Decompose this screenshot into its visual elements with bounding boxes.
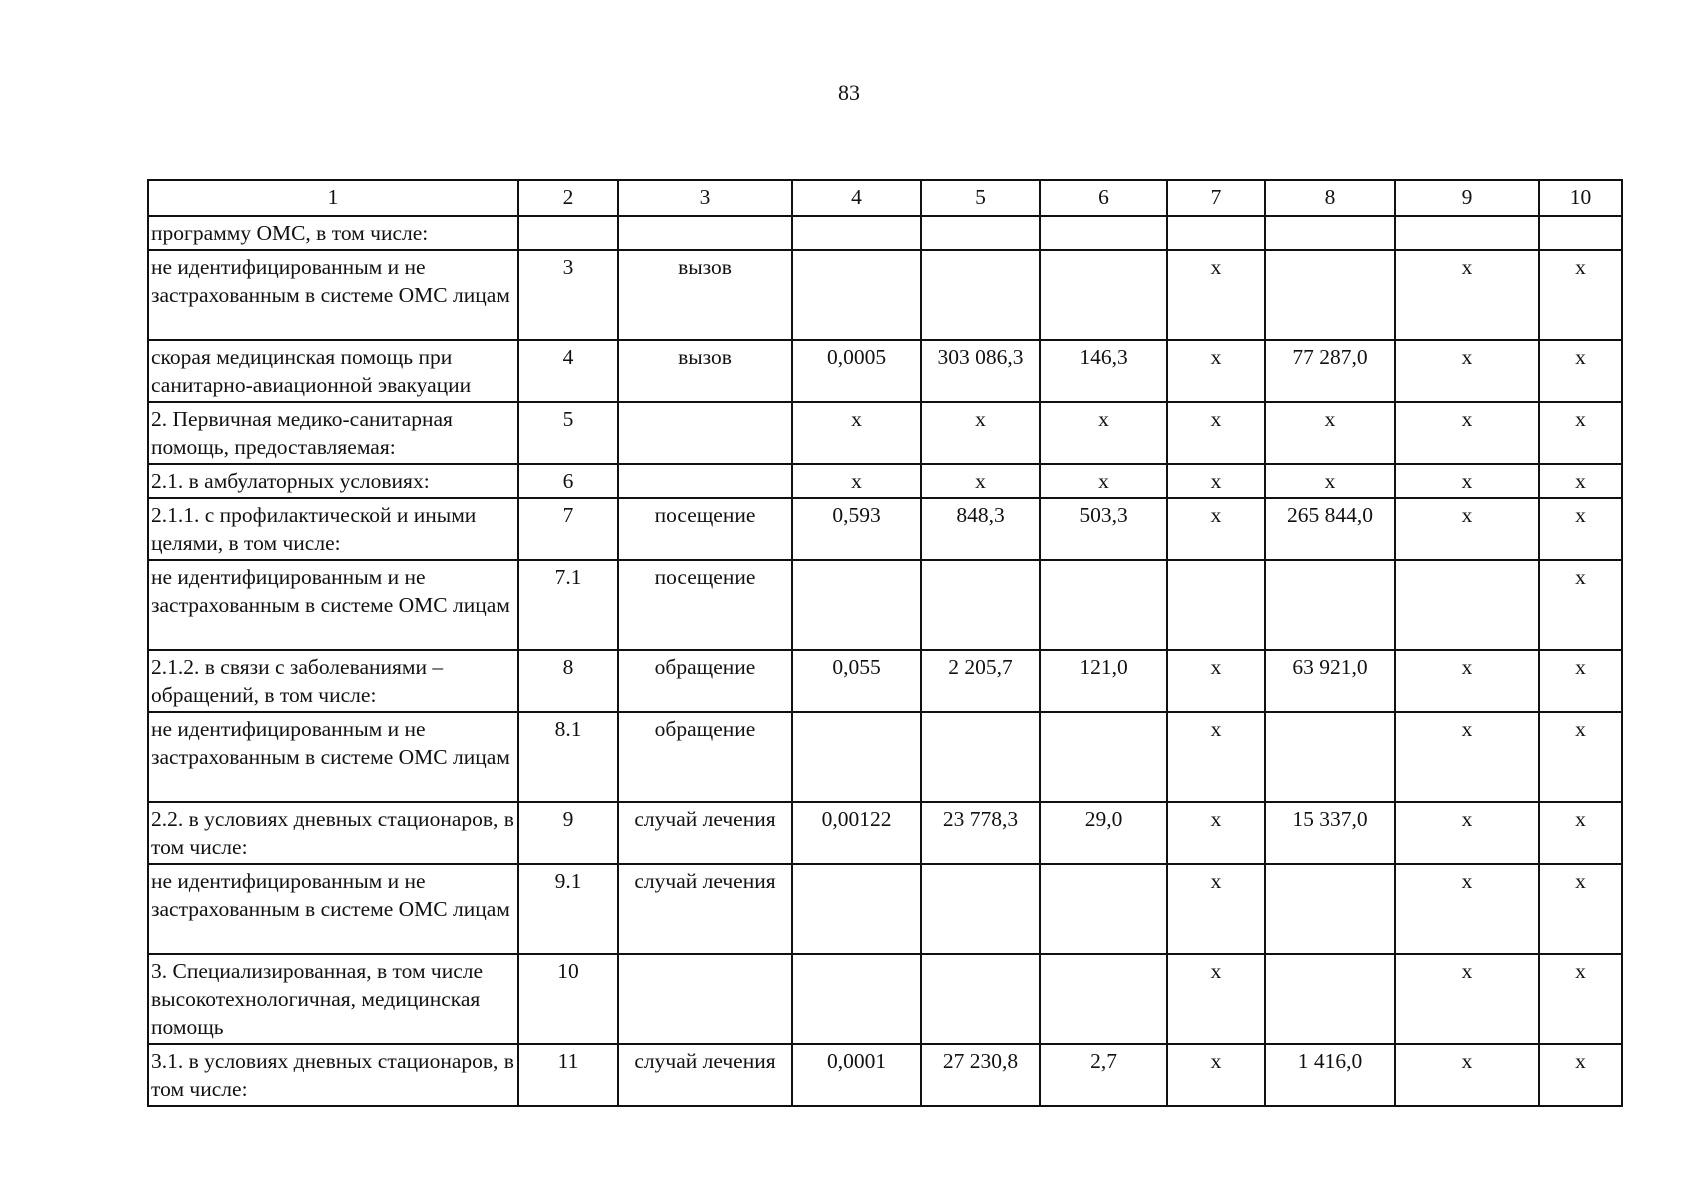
unit-cell: [618, 954, 792, 1044]
value-cell: [1040, 712, 1167, 802]
value-cell: [921, 864, 1040, 954]
value-cell: [792, 954, 921, 1044]
value-cell: 29,0: [1040, 802, 1167, 864]
value-cell: [1265, 216, 1395, 250]
value-cell: х: [1539, 340, 1622, 402]
value-cell: [1040, 216, 1167, 250]
value-cell: 23 778,3: [921, 802, 1040, 864]
unit-cell: вызов: [618, 250, 792, 340]
value-cell: [1265, 560, 1395, 650]
column-header: 4: [792, 180, 921, 216]
value-cell: х: [1539, 498, 1622, 560]
table-row: [148, 464, 1622, 498]
row-number-cell: 4: [518, 340, 618, 402]
value-cell: [1040, 250, 1167, 340]
value-cell: 503,3: [1040, 498, 1167, 560]
value-cell: [1167, 560, 1265, 650]
row-name-cell: не идентифицированным и не застрахованным в системе ОМС лицам: [148, 560, 518, 650]
value-cell: х: [1265, 402, 1395, 464]
value-cell: х: [921, 402, 1040, 464]
value-cell: [1265, 250, 1395, 340]
value-cell: х: [1167, 498, 1265, 560]
value-cell: [921, 250, 1040, 340]
value-cell: 1 416,0: [1265, 1044, 1395, 1106]
value-cell: х: [1167, 340, 1265, 402]
unit-cell: случай лечения: [618, 802, 792, 864]
value-cell: 146,3: [1040, 340, 1167, 402]
value-cell: 15 337,0: [1265, 802, 1395, 864]
value-cell: 63 921,0: [1265, 650, 1395, 712]
value-cell: х: [1167, 802, 1265, 864]
row-name-cell: скорая медицинская помощь при санитарно-авиационной эвакуации: [148, 340, 518, 402]
value-cell: [792, 560, 921, 650]
column-header: 3: [618, 180, 792, 216]
value-cell: х: [1539, 250, 1622, 340]
row-number-cell: 9: [518, 802, 618, 864]
table-row: [148, 864, 1622, 954]
value-cell: х: [1167, 1044, 1265, 1106]
table-row: [148, 250, 1622, 340]
row-name-cell: не идентифицированным и не застрахованным в системе ОМС лицам: [148, 864, 518, 954]
table-row: [148, 402, 1622, 464]
value-cell: 848,3: [921, 498, 1040, 560]
row-number-cell: 9.1: [518, 864, 618, 954]
table-row: [148, 802, 1622, 864]
column-header: 6: [1040, 180, 1167, 216]
table-row: [148, 712, 1622, 802]
value-cell: х: [1395, 802, 1539, 864]
value-cell: [1265, 954, 1395, 1044]
table-row: [148, 216, 1622, 250]
column-header: 10: [1539, 180, 1622, 216]
row-name-cell: программу ОМС, в том числе:: [148, 216, 518, 250]
value-cell: х: [1539, 464, 1622, 498]
column-header: 5: [921, 180, 1040, 216]
row-name-cell: 2. Первичная медико-санитарная помощь, предоставляемая:: [148, 402, 518, 464]
row-number-cell: [518, 216, 618, 250]
value-cell: х: [1167, 864, 1265, 954]
row-number-cell: 7: [518, 498, 618, 560]
value-cell: х: [1395, 402, 1539, 464]
value-cell: 2 205,7: [921, 650, 1040, 712]
value-cell: [1395, 216, 1539, 250]
value-cell: х: [1395, 464, 1539, 498]
value-cell: 0,055: [792, 650, 921, 712]
value-cell: х: [1395, 650, 1539, 712]
column-header: 8: [1265, 180, 1395, 216]
row-name-cell: не идентифицированным и не застрахованным в системе ОМС лицам: [148, 250, 518, 340]
value-cell: х: [1040, 464, 1167, 498]
value-cell: х: [1167, 650, 1265, 712]
value-cell: [921, 560, 1040, 650]
row-name-cell: 2.1. в амбулаторных условиях:: [148, 464, 518, 498]
value-cell: [792, 250, 921, 340]
row-number-cell: 10: [518, 954, 618, 1044]
value-cell: х: [1395, 250, 1539, 340]
unit-cell: случай лечения: [618, 864, 792, 954]
value-cell: 303 086,3: [921, 340, 1040, 402]
value-cell: х: [1539, 650, 1622, 712]
value-cell: [1395, 560, 1539, 650]
value-cell: [921, 216, 1040, 250]
data-table: [147, 179, 1623, 1107]
value-cell: 77 287,0: [1265, 340, 1395, 402]
table-row: [148, 1044, 1622, 1106]
value-cell: [792, 864, 921, 954]
value-cell: 0,0005: [792, 340, 921, 402]
unit-cell: обращение: [618, 712, 792, 802]
unit-cell: [618, 216, 792, 250]
value-cell: х: [1167, 464, 1265, 498]
value-cell: х: [1395, 498, 1539, 560]
value-cell: х: [1265, 464, 1395, 498]
header-row: [148, 180, 1622, 216]
value-cell: х: [1395, 954, 1539, 1044]
value-cell: 0,593: [792, 498, 921, 560]
table-row: [148, 650, 1622, 712]
page-number: 83: [838, 80, 860, 105]
column-header: 7: [1167, 180, 1265, 216]
row-name-cell: 2.1.2. в связи с заболеваниями – обращений, в том числе:: [148, 650, 518, 712]
value-cell: [1167, 216, 1265, 250]
value-cell: х: [792, 464, 921, 498]
value-cell: х: [1167, 712, 1265, 802]
value-cell: [1040, 560, 1167, 650]
value-cell: х: [1539, 1044, 1622, 1106]
table-row: [148, 498, 1622, 560]
table-row: [148, 954, 1622, 1044]
row-number-cell: 11: [518, 1044, 618, 1106]
value-cell: х: [921, 464, 1040, 498]
value-cell: 265 844,0: [1265, 498, 1395, 560]
table-row: [148, 560, 1622, 650]
value-cell: [1265, 712, 1395, 802]
row-number-cell: 3: [518, 250, 618, 340]
value-cell: х: [1539, 560, 1622, 650]
value-cell: х: [1167, 954, 1265, 1044]
value-cell: х: [1539, 802, 1622, 864]
row-number-cell: 7.1: [518, 560, 618, 650]
value-cell: [1539, 216, 1622, 250]
row-number-cell: 8.1: [518, 712, 618, 802]
unit-cell: обращение: [618, 650, 792, 712]
value-cell: [1265, 864, 1395, 954]
value-cell: [792, 216, 921, 250]
value-cell: х: [1539, 402, 1622, 464]
unit-cell: [618, 402, 792, 464]
row-name-cell: не идентифицированным и не застрахованным в системе ОМС лицам: [148, 712, 518, 802]
value-cell: х: [1167, 250, 1265, 340]
table-body: [148, 216, 1622, 1106]
unit-cell: посещение: [618, 560, 792, 650]
column-header: 9: [1395, 180, 1539, 216]
value-cell: 121,0: [1040, 650, 1167, 712]
row-number-cell: 8: [518, 650, 618, 712]
value-cell: х: [1167, 402, 1265, 464]
column-header: 1: [148, 180, 518, 216]
row-name-cell: 3.1. в условиях дневных стационаров, в том числе:: [148, 1044, 518, 1106]
column-header: 2: [518, 180, 618, 216]
value-cell: х: [1395, 1044, 1539, 1106]
value-cell: х: [1395, 864, 1539, 954]
value-cell: 2,7: [1040, 1044, 1167, 1106]
value-cell: х: [1040, 402, 1167, 464]
table-row: [148, 340, 1622, 402]
value-cell: х: [1539, 954, 1622, 1044]
value-cell: х: [1539, 712, 1622, 802]
value-cell: х: [1395, 340, 1539, 402]
unit-cell: посещение: [618, 498, 792, 560]
value-cell: 0,0001: [792, 1044, 921, 1106]
value-cell: [1040, 864, 1167, 954]
row-name-cell: 3. Специализированная, в том числе высокотехнологичная, медицинская помощь: [148, 954, 518, 1044]
row-number-cell: 5: [518, 402, 618, 464]
value-cell: х: [1395, 712, 1539, 802]
value-cell: 0,00122: [792, 802, 921, 864]
row-name-cell: 2.1.1. с профилактической и иными целями, в том числе:: [148, 498, 518, 560]
unit-cell: [618, 464, 792, 498]
unit-cell: случай лечения: [618, 1044, 792, 1106]
value-cell: х: [792, 402, 921, 464]
value-cell: [921, 712, 1040, 802]
row-number-cell: 6: [518, 464, 618, 498]
unit-cell: вызов: [618, 340, 792, 402]
row-name-cell: 2.2. в условиях дневных стационаров, в том числе:: [148, 802, 518, 864]
value-cell: [792, 712, 921, 802]
value-cell: 27 230,8: [921, 1044, 1040, 1106]
value-cell: х: [1539, 864, 1622, 954]
value-cell: [1040, 954, 1167, 1044]
value-cell: [921, 954, 1040, 1044]
